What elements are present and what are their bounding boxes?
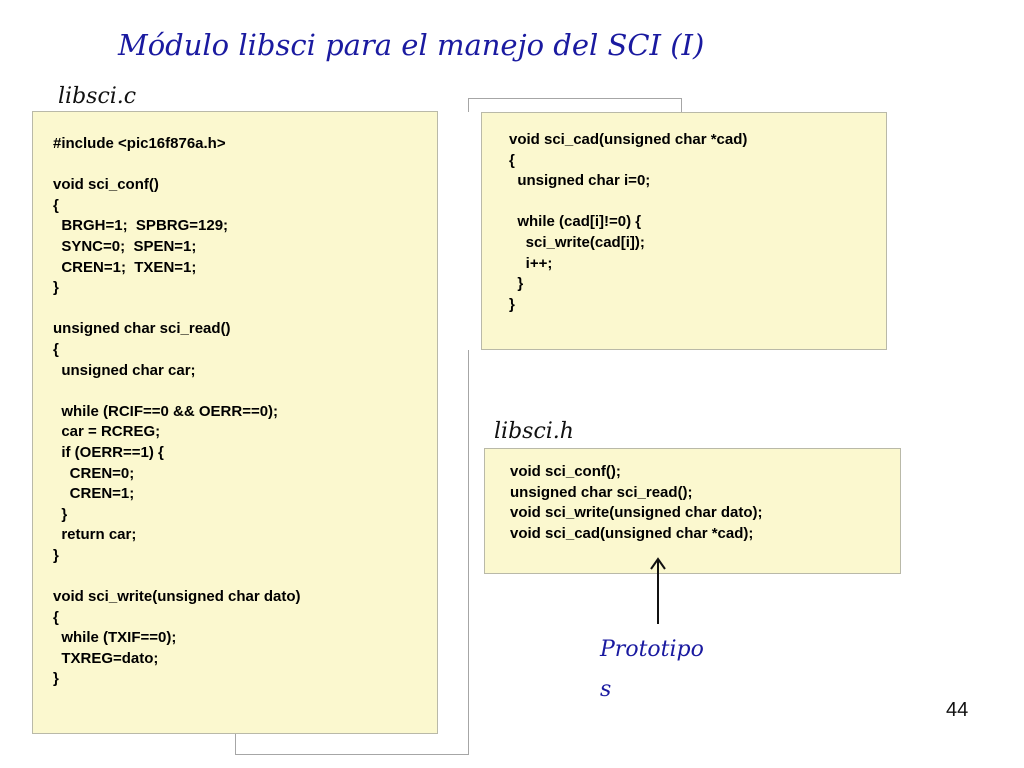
libsci-c-label: libsci.c: [58, 84, 137, 109]
up-arrow-icon: [648, 556, 668, 626]
sci-cad-code: void sci_cad(unsigned char *cad) { unsigned char i=0; while (cad[i]!=0) { sci_write(cad[i]); i++; } }: [509, 131, 748, 313]
connector-top-left: [468, 98, 469, 112]
libsci-c-code-box: [32, 111, 438, 734]
connector-right: [468, 350, 469, 755]
connector-bottom: [235, 754, 469, 755]
prototipos-annotation: Prototipos: [600, 637, 704, 702]
connector-top: [468, 98, 682, 99]
libsci-h-label: libsci.h: [494, 419, 574, 444]
sci-cad-code-box: [481, 112, 887, 350]
libsci-h-code: void sci_conf(); unsigned char sci_read(); void sci_write(unsigned char dato); void sci_cad(unsigned char *cad);: [510, 463, 763, 542]
connector-bottom-left: [235, 734, 236, 755]
slide-title: Módulo libsci para el manejo del SCI (I): [118, 28, 705, 62]
connector-top-right: [681, 98, 682, 112]
page-number: 44: [946, 699, 969, 721]
libsci-h-code-box: [484, 448, 901, 574]
libsci-c-code: #include <pic16f876a.h> void sci_conf() { BRGH=1; SPBRG=129; SYNC=0; SPEN=1; CREN=1; TXEN=1; } unsigned char sci_read() { unsigned char car; while (RCIF==0 && OERR==0); car = RCREG; if (OERR==1) { CREN=0; CREN=1; } return car; } void sci_write(unsigned char dato) { while (TXIF==0); TXREG=dato; }: [53, 135, 301, 688]
